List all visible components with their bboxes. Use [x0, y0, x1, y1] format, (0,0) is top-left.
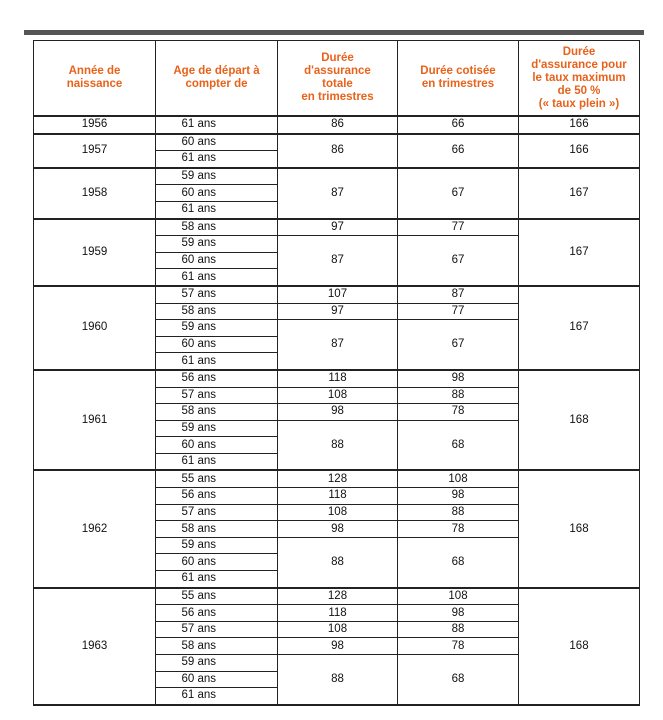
total-insurance-value: 107	[327, 288, 348, 301]
departure-age-cell	[156, 470, 278, 487]
total-insurance-cell	[278, 320, 398, 370]
total-insurance-value: 97	[331, 304, 344, 317]
total-insurance-cell	[278, 621, 398, 638]
table-row	[34, 168, 640, 185]
contributed-duration-cell	[398, 504, 519, 521]
departure-age-label: 57 ans	[181, 623, 217, 636]
total-insurance-cell	[278, 286, 398, 303]
departure-age-label: 61 ans	[181, 354, 217, 367]
total-insurance-cell	[278, 521, 398, 538]
total-insurance-cell	[278, 236, 398, 286]
contributed-duration-value: 88	[451, 505, 465, 518]
total-insurance-cell	[278, 134, 398, 168]
departure-age-cell	[156, 134, 278, 151]
birth-year-cell: 1957	[34, 134, 156, 168]
contributed-duration-cell	[398, 116, 519, 134]
departure-age-cell	[156, 554, 278, 571]
departure-age-cell	[156, 286, 278, 303]
full-rate-cell: 167	[519, 168, 640, 219]
departure-age-label: 59 ans	[181, 421, 217, 434]
departure-age-label: 58 ans	[181, 522, 217, 535]
departure-age-label: 58 ans	[181, 405, 217, 418]
departure-age-cell	[156, 437, 278, 454]
contributed-duration-cell	[398, 537, 519, 587]
total-insurance-value: 86	[331, 144, 344, 157]
departure-age-cell	[156, 504, 278, 521]
departure-age-label: 58 ans	[181, 639, 217, 652]
contributed-duration-cell	[398, 655, 519, 705]
birth-year-cell: 1956	[34, 116, 156, 134]
departure-age-label: 59 ans	[181, 656, 217, 669]
total-insurance-value: 128	[327, 472, 348, 485]
contributed-duration-value: 66	[451, 144, 465, 157]
header-contributed-duration: Durée cotisée en trimestres	[398, 41, 519, 117]
birth-year-cell: 1961	[34, 370, 156, 471]
retirement-duration-table	[33, 40, 640, 706]
departure-age-cell	[156, 537, 278, 554]
total-insurance-value: 128	[327, 589, 348, 602]
total-insurance-cell	[278, 638, 398, 655]
departure-age-cell	[156, 320, 278, 337]
departure-age-label: 61 ans	[181, 455, 217, 468]
total-insurance-value: 87	[331, 186, 344, 199]
departure-age-cell	[156, 236, 278, 253]
contributed-duration-cell	[398, 621, 519, 638]
total-insurance-value: 88	[331, 438, 344, 451]
total-insurance-value: 98	[331, 522, 344, 535]
departure-age-cell	[156, 605, 278, 622]
departure-age-label: 61 ans	[181, 118, 217, 131]
table-body	[34, 116, 640, 705]
departure-age-label: 57 ans	[181, 505, 217, 518]
departure-age-cell	[156, 116, 278, 134]
contributed-duration-value: 67	[451, 338, 465, 351]
contributed-duration-cell	[398, 286, 519, 303]
departure-age-cell	[156, 387, 278, 404]
contributed-duration-cell	[398, 588, 519, 605]
departure-age-cell	[156, 588, 278, 605]
departure-age-cell	[156, 370, 278, 387]
total-insurance-cell	[278, 116, 398, 134]
departure-age-label: 61 ans	[181, 270, 217, 283]
departure-age-cell	[156, 404, 278, 421]
total-insurance-value: 88	[331, 672, 344, 685]
total-insurance-cell	[278, 420, 398, 470]
departure-age-label: 59 ans	[181, 170, 217, 183]
table-row	[34, 134, 640, 151]
departure-age-cell	[156, 168, 278, 185]
contributed-duration-cell	[398, 387, 519, 404]
departure-age-cell	[156, 671, 278, 688]
total-insurance-value: 108	[327, 623, 348, 636]
table-row	[34, 219, 640, 236]
departure-age-label: 60 ans	[181, 254, 217, 267]
header-full-rate-duration: Durée d'assurance pour le taux maximum de 50 % (« taux plein »)	[519, 41, 640, 117]
table-row	[34, 116, 640, 134]
departure-age-label: 60 ans	[181, 338, 217, 351]
header-birth-year: Année de naissance	[34, 41, 156, 117]
contributed-duration-cell	[398, 168, 519, 219]
departure-age-cell	[156, 420, 278, 437]
departure-age-label: 57 ans	[181, 288, 217, 301]
departure-age-label: 59 ans	[181, 321, 217, 334]
contributed-duration-value: 68	[451, 555, 465, 568]
departure-age-cell	[156, 201, 278, 218]
contributed-duration-cell	[398, 521, 519, 538]
total-insurance-value: 86	[331, 118, 344, 131]
total-insurance-value: 108	[327, 505, 348, 518]
table-row	[34, 470, 640, 487]
contributed-duration-value: 67	[451, 254, 465, 267]
total-insurance-cell	[278, 605, 398, 622]
birth-year-cell: 1959	[34, 219, 156, 286]
departure-age-cell	[156, 219, 278, 236]
top-rule	[24, 30, 644, 35]
total-insurance-value: 118	[328, 489, 347, 502]
full-rate-cell: 168	[519, 470, 640, 587]
departure-age-cell	[156, 571, 278, 588]
full-rate-cell: 167	[519, 219, 640, 286]
contributed-duration-value: 88	[451, 388, 465, 401]
departure-age-label: 60 ans	[181, 672, 217, 685]
total-insurance-cell	[278, 168, 398, 219]
contributed-duration-value: 77	[451, 304, 465, 317]
departure-age-label: 61 ans	[181, 689, 217, 702]
total-insurance-value: 108	[327, 388, 348, 401]
contributed-duration-value: 87	[451, 288, 465, 301]
birth-year-cell: 1963	[34, 588, 156, 705]
table-row	[34, 588, 640, 605]
total-insurance-cell	[278, 303, 398, 320]
departure-age-cell	[156, 303, 278, 320]
departure-age-label: 59 ans	[181, 539, 217, 552]
header-departure-age: Age de départ à compter de	[156, 41, 278, 117]
departure-age-cell	[156, 252, 278, 269]
full-rate-cell: 166	[519, 116, 640, 134]
total-insurance-value: 98	[331, 405, 344, 418]
contributed-duration-value: 66	[451, 118, 465, 131]
contributed-duration-cell	[398, 134, 519, 168]
departure-age-cell	[156, 688, 278, 705]
total-insurance-cell	[278, 588, 398, 605]
departure-age-label: 60 ans	[181, 555, 217, 568]
total-insurance-cell	[278, 387, 398, 404]
departure-age-cell	[156, 151, 278, 168]
contributed-duration-cell	[398, 236, 519, 286]
departure-age-label: 59 ans	[181, 237, 217, 250]
contributed-duration-cell	[398, 605, 519, 622]
total-insurance-cell	[278, 504, 398, 521]
contributed-duration-cell	[398, 320, 519, 370]
contributed-duration-value: 108	[448, 472, 468, 485]
contributed-duration-cell	[398, 420, 519, 470]
departure-age-cell	[156, 453, 278, 470]
departure-age-label: 61 ans	[181, 203, 217, 216]
departure-age-label: 56 ans	[181, 372, 217, 385]
total-insurance-cell	[278, 488, 398, 505]
departure-age-cell	[156, 488, 278, 505]
departure-age-label: 57 ans	[181, 388, 217, 401]
total-insurance-cell	[278, 537, 398, 587]
contributed-duration-cell	[398, 488, 519, 505]
table-row	[34, 286, 640, 303]
contributed-duration-value: 68	[451, 672, 465, 685]
departure-age-cell	[156, 185, 278, 202]
contributed-duration-value: 108	[448, 589, 468, 602]
contributed-duration-value: 98	[451, 372, 465, 385]
total-insurance-value: 88	[331, 555, 344, 568]
table-header	[34, 41, 640, 117]
full-rate-cell: 168	[519, 370, 640, 471]
birth-year-cell: 1962	[34, 470, 156, 587]
departure-age-label: 55 ans	[181, 589, 217, 602]
contributed-duration-cell	[398, 370, 519, 387]
header-total-insurance: Durée d'assurance totale en trimestres	[278, 41, 398, 117]
contributed-duration-cell	[398, 404, 519, 421]
departure-age-cell	[156, 336, 278, 353]
total-insurance-value: 118	[328, 606, 347, 619]
full-rate-cell: 168	[519, 588, 640, 705]
full-rate-cell: 167	[519, 286, 640, 370]
contributed-duration-cell	[398, 303, 519, 320]
departure-age-cell	[156, 353, 278, 370]
departure-age-label: 58 ans	[181, 220, 217, 233]
departure-age-cell	[156, 638, 278, 655]
total-insurance-value: 118	[328, 372, 347, 385]
contributed-duration-cell	[398, 470, 519, 487]
contributed-duration-value: 78	[451, 639, 465, 652]
contributed-duration-value: 77	[451, 220, 465, 233]
total-insurance-cell	[278, 404, 398, 421]
contributed-duration-cell	[398, 219, 519, 236]
total-insurance-cell	[278, 219, 398, 236]
departure-age-label: 61 ans	[181, 152, 217, 165]
contributed-duration-value: 78	[451, 405, 465, 418]
contributed-duration-value: 98	[451, 606, 465, 619]
total-insurance-value: 87	[331, 254, 344, 267]
departure-age-cell	[156, 655, 278, 672]
departure-age-label: 60 ans	[181, 438, 217, 451]
departure-age-cell	[156, 269, 278, 286]
birth-year-cell: 1960	[34, 286, 156, 370]
contributed-duration-value: 68	[451, 438, 465, 451]
departure-age-label: 60 ans	[181, 135, 217, 148]
contributed-duration-value: 98	[451, 489, 465, 502]
departure-age-cell	[156, 521, 278, 538]
contributed-duration-value: 78	[451, 522, 465, 535]
total-insurance-value: 97	[331, 220, 344, 233]
departure-age-label: 56 ans	[181, 489, 217, 502]
table-row	[34, 370, 640, 387]
departure-age-cell	[156, 621, 278, 638]
total-insurance-value: 87	[331, 338, 344, 351]
birth-year-cell: 1958	[34, 168, 156, 219]
contributed-duration-value: 88	[451, 623, 465, 636]
contributed-duration-cell	[398, 638, 519, 655]
full-rate-cell: 166	[519, 134, 640, 168]
departure-age-label: 60 ans	[181, 186, 217, 199]
total-insurance-cell	[278, 370, 398, 387]
departure-age-label: 61 ans	[181, 572, 217, 585]
departure-age-label: 58 ans	[181, 304, 217, 317]
total-insurance-cell	[278, 470, 398, 487]
departure-age-label: 56 ans	[181, 606, 217, 619]
departure-age-label: 55 ans	[181, 472, 217, 485]
total-insurance-value: 98	[331, 639, 344, 652]
contributed-duration-value: 67	[451, 186, 465, 199]
total-insurance-cell	[278, 655, 398, 705]
